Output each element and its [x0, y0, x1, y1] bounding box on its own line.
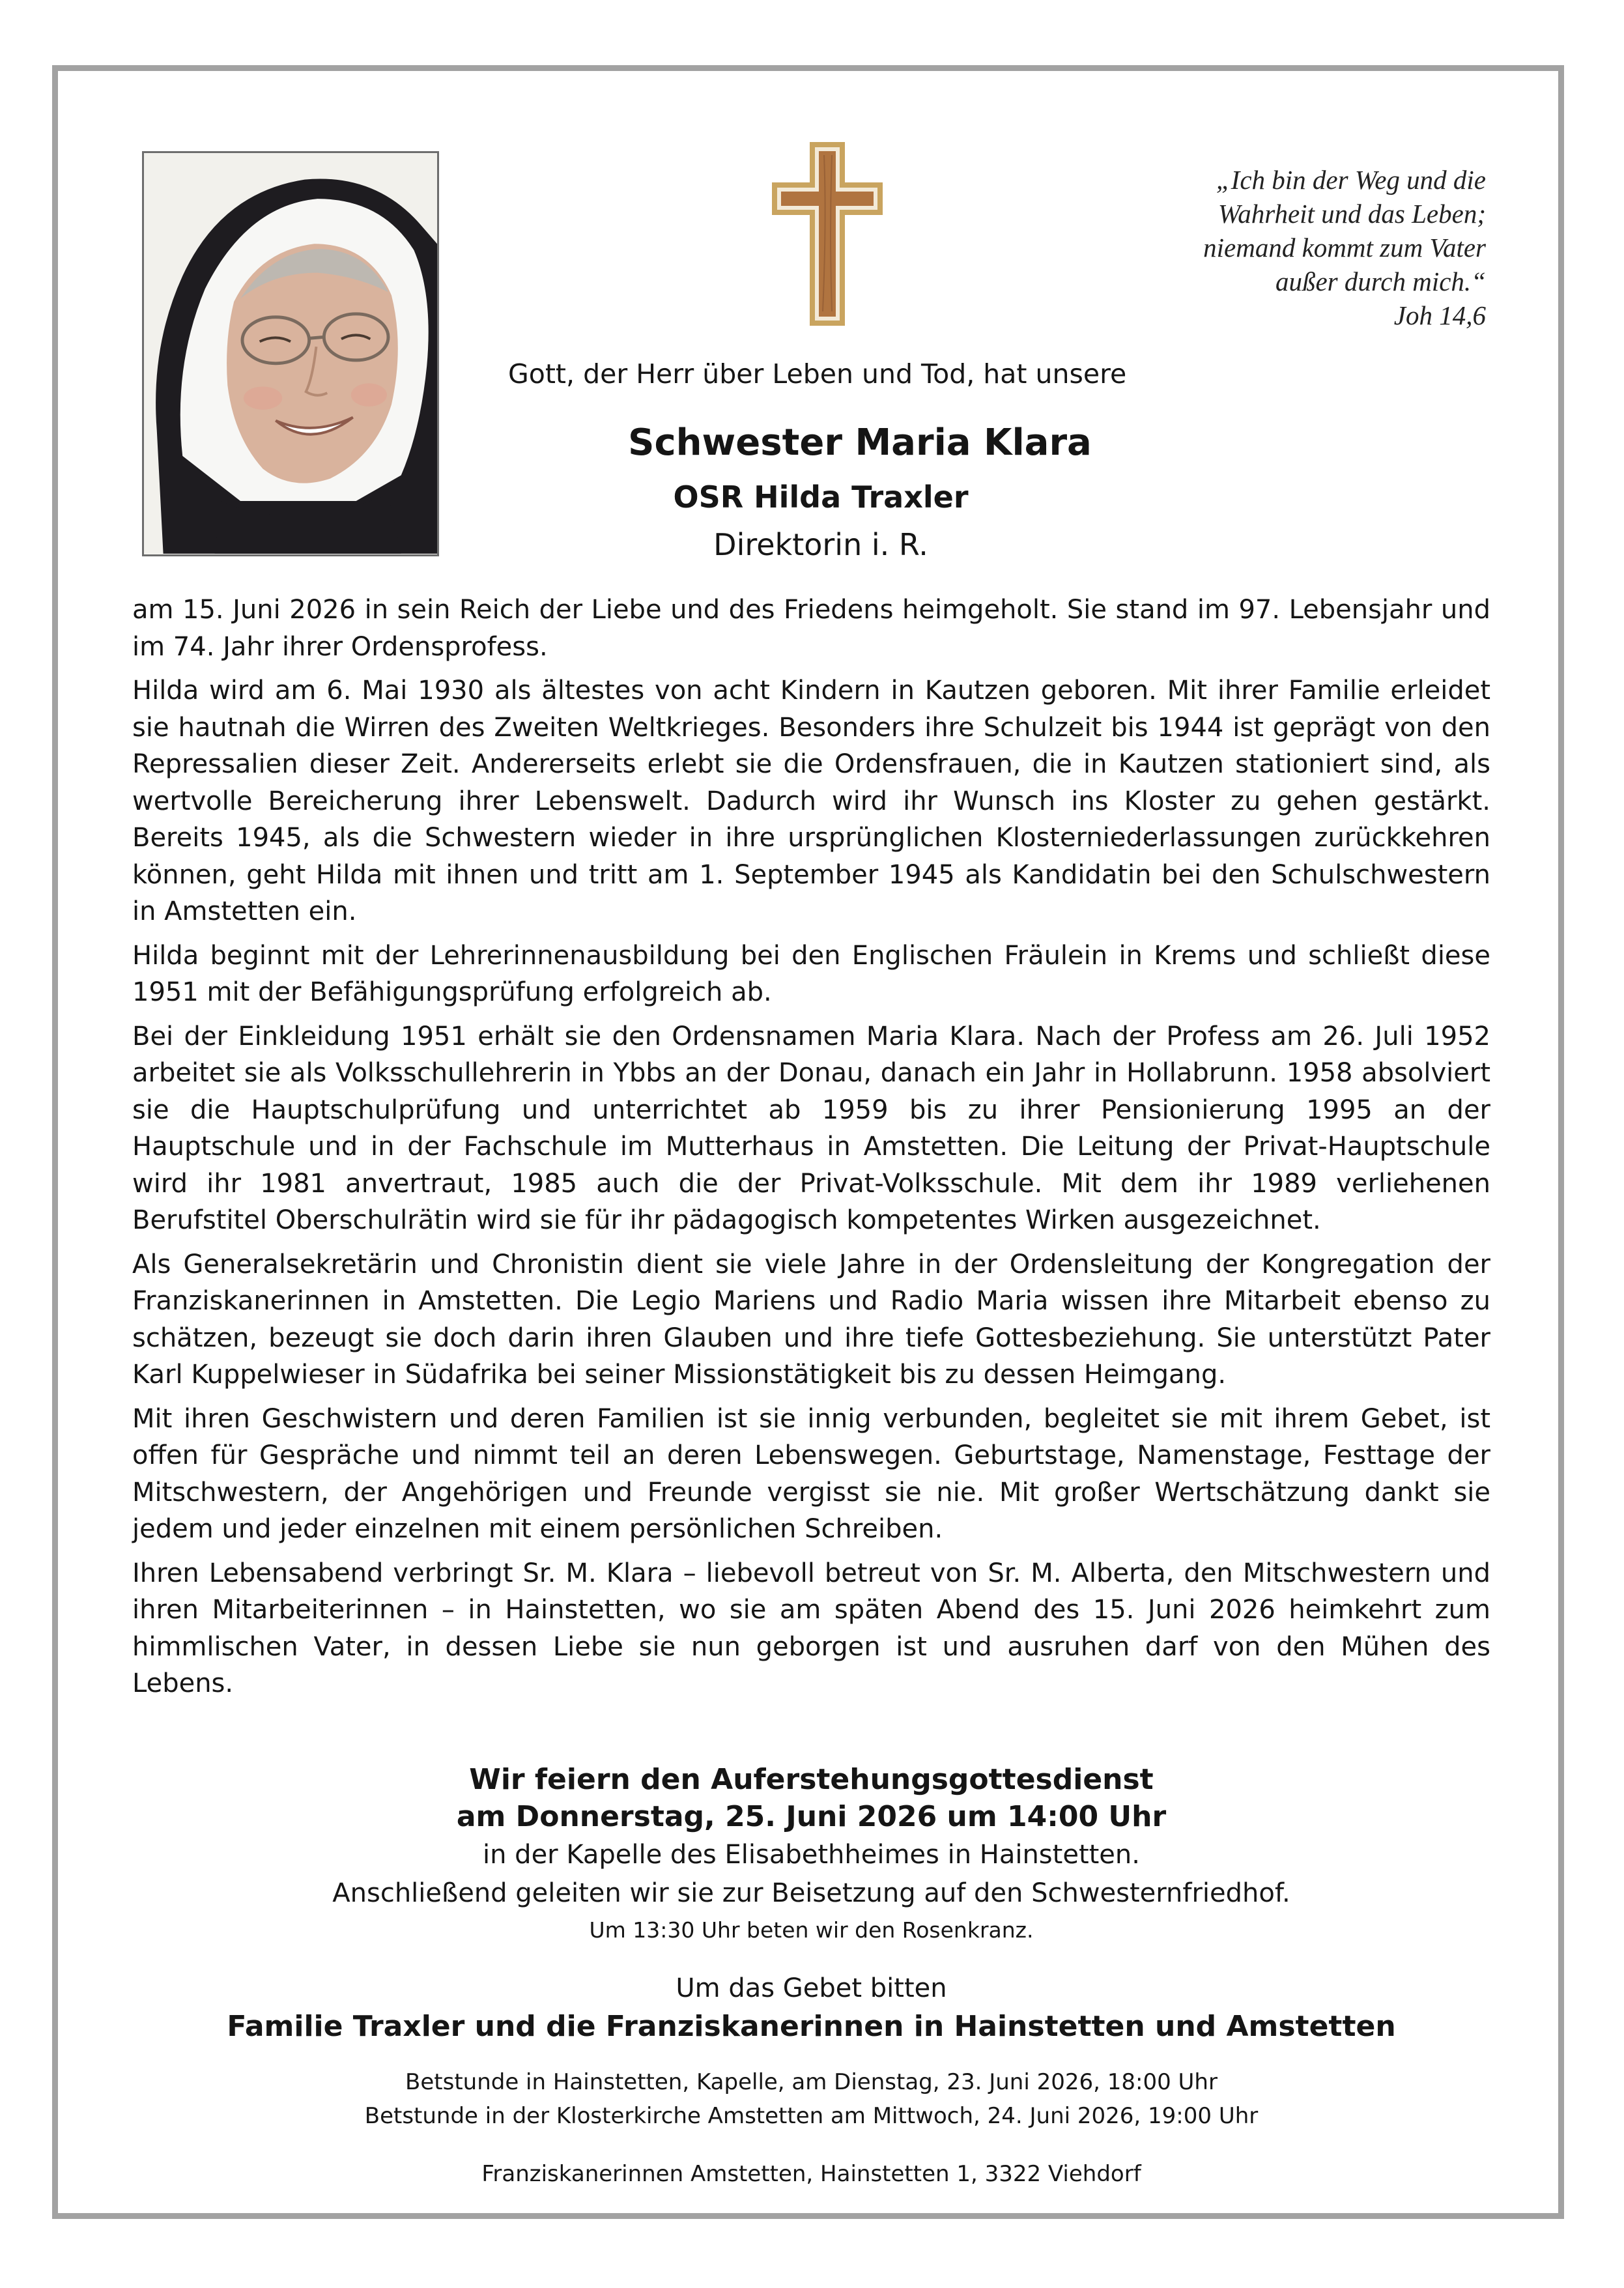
- intro-text: Gott, der Herr über Leben und Tod, hat unsere: [508, 358, 1127, 390]
- deceased-name: Schwester Maria Klara: [628, 422, 1092, 464]
- address: Franziskanerinnen Amstetten, Hainstetten 1, 3322 Viehdorf: [481, 2161, 1141, 2187]
- deceased-role: Direktorin i. R.: [713, 527, 928, 562]
- portrait-photo: [142, 151, 439, 556]
- prayer-hour: Betstunde in der Klosterkirche Amstetten am Mittwoch, 24. Juni 2026, 19:00 Uhr: [364, 2103, 1259, 2129]
- service-date: am Donnerstag, 25. Juni 2026 um 14:00 Uhr: [456, 1800, 1167, 1833]
- portrait-nun-image: [144, 153, 437, 554]
- quote-reference: Joh 14,6: [1393, 300, 1486, 330]
- obituary-paragraph: Bei der Einkleidung 1951 erhält sie den Ordensnamen Maria Klara. Nach der Profess am 26. Juli 1952 arbeitet sie als Volksschullehrerin in Ybbs an der Donau, danach ein Jahr in Hollabrunn. 1958 absolviert sie die Hauptschulprüfung und unterrichtet ab 1959 bis zu ihrer Pensionierung 1995 an der Hauptschule und in der Fachschule im Mutterhaus in Amstetten. Die Leitung der Privat-Hauptschule wird ihr 1981 anvertraut, 1985 auch die der Privat-Volksschule. Mit dem ihr 1989 verliehenen Berufstitel Oberschulrätin wird sie für ihr pädagogisch kompetentes Wirken ausgezeichnet.: [132, 1021, 1490, 1235]
- obituary-paragraph: Mit ihren Geschwistern und deren Familien ist sie innig verbunden, begleitet sie mit ihrem Gebet, ist offen für Gespräche und nimmt teil an deren Lebenswegen. Geburtstage, Namenstage, Festtage der Mitschwestern, der Angehörigen und Freunde vergisst sie nie. Mit großer Wertschätzung dankt sie jedem und jeder einzelnen mit einem persönlichen Schreiben.: [132, 1403, 1490, 1544]
- obituary-paragraph: Hilda beginnt mit der Lehrerinnenausbildung bei den Englischen Fräulein in Krems und schließt diese 1951 mit der Befähigungsprüfung erfolgreich ab.: [132, 940, 1490, 1007]
- obituary-body: [132, 592, 1490, 1709]
- obituary-paragraph: Hilda wird am 6. Mai 1930 als ältestes von acht Kindern in Kautzen geboren. Mit ihrer Familie erleidet sie hautnah die Wirren des Zweiten Weltkrieges. Besonders ihre Schulzeit bis 1944 ist geprägt von den Repressalien dieser Zeit. Andererseits erlebt sie die Ordensfrauen, die in Kautzen stationiert sind, als wertvolle Bereicherung ihrer Lebenswelt. Dadurch wird ihr Wunsch ins Kloster zu gehen gestärkt. Bereits 1945, als die Schwestern wieder in ihre ursprünglichen Klosterniederlassungen zurückkehren können, geht Hilda mit ihnen und tritt am 1. September 1945 als Kandidatin bei den Schulschwestern in Amstetten ein.: [132, 676, 1490, 926]
- quote-line: außer durch mich.“: [1275, 266, 1486, 296]
- mourners: Familie Traxler und die Franziskanerinnen in Hainstetten und Amstetten: [227, 2010, 1396, 2043]
- rosary-info: Um 13:30 Uhr beten wir den Rosenkranz.: [589, 1917, 1034, 1943]
- quote-line: niemand kommt zum Vater: [1203, 233, 1486, 263]
- prayer-hour: Betstunde in Hainstetten, Kapelle, am Dienstag, 23. Juni 2026, 18:00 Uhr: [405, 2069, 1218, 2095]
- burial-info: Anschließend geleiten wir sie zur Beisetzung auf den Schwesternfriedhof.: [332, 1878, 1290, 1908]
- service-location: in der Kapelle des Elisabethheimes in Hainstetten.: [483, 1840, 1140, 1870]
- cross-icon: [772, 142, 883, 326]
- quote-line: „Ich bin der Weg und die: [1216, 165, 1486, 195]
- bible-quote: [1030, 163, 1486, 332]
- obituary-paragraph: Ihren Lebensabend verbringt Sr. M. Klara – liebevoll betreut von Sr. M. Alberta, den Mitschwestern und ihren Mitarbeiterinnen – in Hainstetten, wo sie am späten Abend des 15. Juni 2026 heimkehrt zum himmlischen Vater, in dessen Liebe sie nun geborgen ist und ausruhen darf von den Mühen des Lebens.: [132, 1558, 1490, 1698]
- obituary-paragraph: am 15. Juni 2026 in sein Reich der Liebe und des Friedens heimgeholt. Sie stand im 97. Lebensjahr und im 74. Jahr ihrer Ordensprofess.: [132, 595, 1490, 662]
- quote-line: Wahrheit und das Leben;: [1218, 199, 1486, 229]
- deceased-civil-name: OSR Hilda Traxler: [673, 479, 969, 515]
- service-heading: Wir feiern den Auferstehungsgottesdienst: [469, 1763, 1154, 1796]
- prayer-request: Um das Gebet bitten: [676, 1973, 947, 2003]
- obituary-paragraph: Als Generalsekretärin und Chronistin dient sie viele Jahre in der Ordensleitung der Kongregation der Franziskanerinnen in Amstetten. Die Legio Mariens und Radio Maria wissen ihre Mitarbeit ebenso zu schätzen, bezeugt sie doch darin ihren Glauben und ihre tiefe Gottesbeziehung. Sie unterstützt Pater Karl Kuppelwieser in Südafrika bei seiner Missionstätigkeit bis zu dessen Heimgang.: [132, 1249, 1490, 1390]
